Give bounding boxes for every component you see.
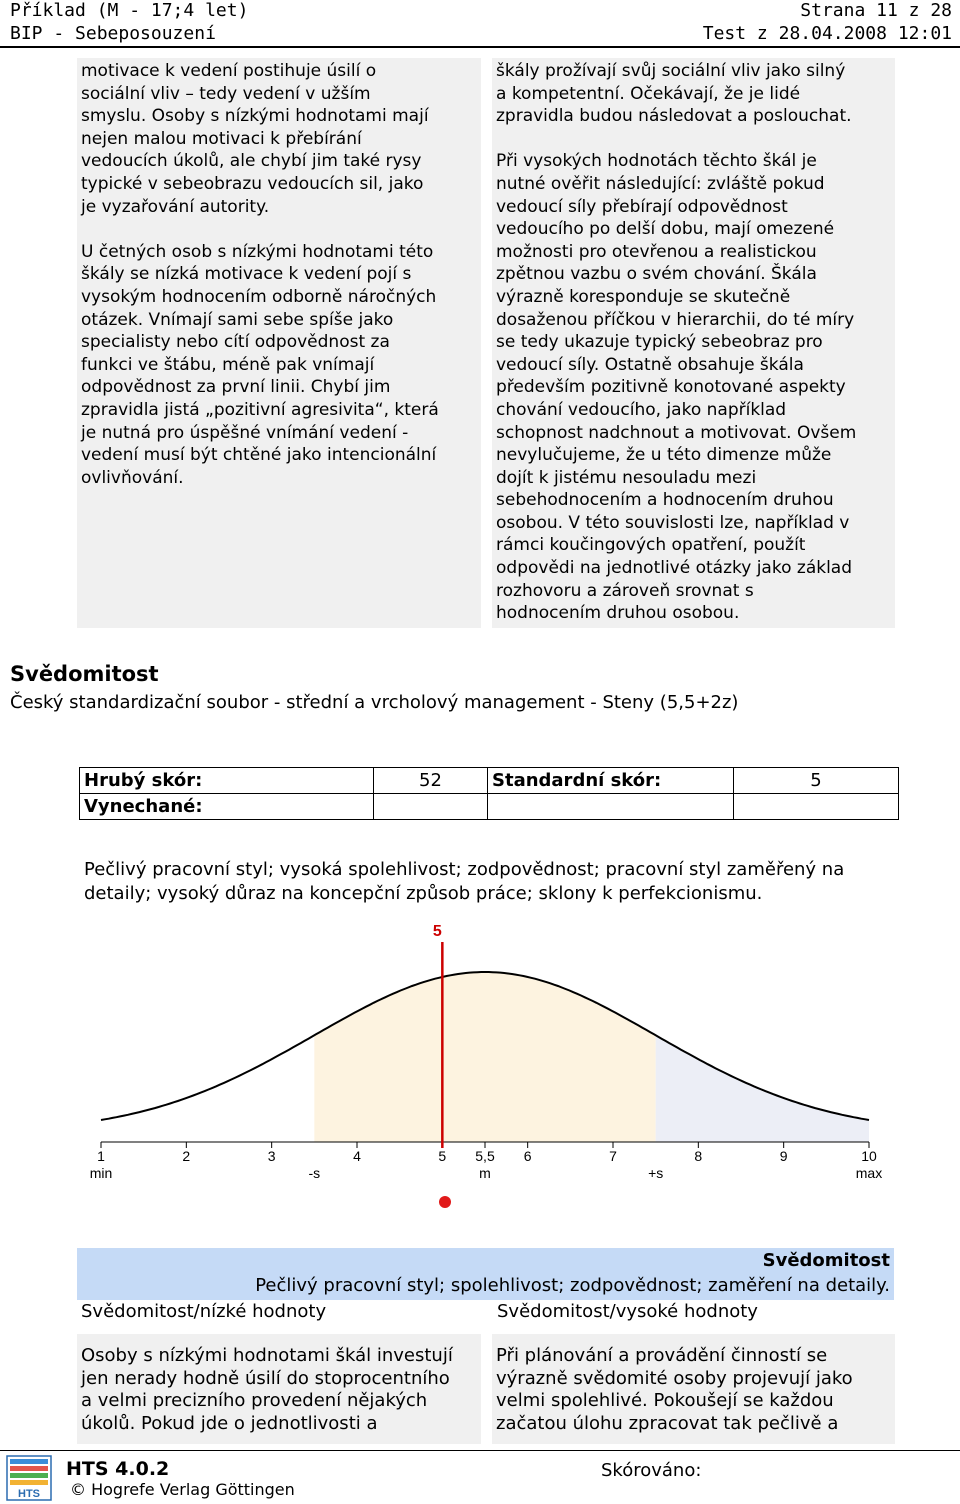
x-tick-label: 5	[438, 1148, 447, 1164]
x-tick-label: 6	[523, 1148, 532, 1164]
low-values-heading: Svědomitost/nízké hodnoty	[81, 1301, 327, 1322]
summary-title: Svědomitost	[762, 1250, 890, 1271]
x-tick-label: 8	[694, 1148, 703, 1164]
paragraph: motivace k vedení postihuje úsilí o sociální vliv – tedy vedení v užším smyslu. Osoby s nízkými hodnotami mají nejen malou motivaci k přebírání vedoucích úkolů, ale chybí jim také rysy typické v sebeobrazu vedoucích sil, jako je vyzařování autority.	[81, 61, 429, 217]
result-dot-icon	[439, 1196, 451, 1208]
raw-score-value: 52	[374, 768, 488, 794]
empty-cell	[488, 794, 734, 820]
x-sub-label: max	[855, 1165, 883, 1181]
high-values-heading: Svědomitost/vysoké hodnoty	[497, 1301, 758, 1322]
copyright-text: © Hogrefe Verlag Göttingen	[70, 1480, 295, 1499]
empty-cell	[734, 794, 899, 820]
hts-logo-icon	[6, 1455, 52, 1501]
scored-label: Skórováno:	[601, 1460, 702, 1481]
section-subtitle: Český standardizační soubor - střední a vrcholový management - Steny (5,5+2z)	[10, 692, 739, 713]
summary-text: Pečlivý pracovní styl; spolehlivost; zodpovědnost; zaměření na detaily.	[255, 1275, 890, 1296]
high-values-text: Při plánování a provádění činností se výrazně svědomité osoby projevují jako velmi spolehlivé. Pokoušejí se každou začatou úlohu zpracovat tak pečlivě a	[496, 1345, 853, 1434]
x-tick-label: 1	[97, 1148, 105, 1164]
standard-score-value: 5	[734, 768, 899, 794]
raw-score-label: Hrubý skór:	[80, 768, 374, 794]
chart-band	[656, 1035, 869, 1142]
x-tick-label: 3	[267, 1148, 276, 1164]
scale-description: Pečlivý pracovní styl; vysoká spolehlivost; zodpovědnost; pracovní styl zaměřený na detaily; vysoký důraz na koncepční způsob práce; sklony k perfekcionismu.	[84, 859, 845, 904]
score-marker-label: 5	[432, 923, 442, 940]
header-test-date: Test z 28.04.2008 12:01	[702, 23, 952, 44]
x-sub-label: m	[479, 1165, 491, 1181]
footer-divider	[0, 1450, 960, 1451]
x-tick-label: 9	[779, 1148, 788, 1164]
x-tick-label: 4	[353, 1148, 361, 1164]
table-row	[80, 768, 899, 794]
x-tick-label: 5,5	[475, 1148, 495, 1164]
upper-right-column	[492, 58, 895, 628]
omitted-label: Vynechané:	[80, 794, 374, 820]
header-test-name: BIP - Sebeposouzení	[10, 23, 216, 44]
chart-band	[314, 972, 655, 1142]
omitted-value	[374, 794, 488, 820]
x-tick-label: 2	[182, 1148, 191, 1164]
high-values-box	[492, 1334, 895, 1444]
hts-version: HTS 4.0.2	[66, 1458, 170, 1480]
x-tick-label: 7	[609, 1148, 617, 1164]
x-sub-label: min	[89, 1165, 113, 1181]
table-row	[80, 794, 899, 820]
chart-band	[101, 1035, 314, 1142]
summary-banner	[77, 1248, 894, 1300]
paragraph: U četných osob s nízkými hodnotami této škály se nízká motivace k vedení pojí s vysokým hodnocením odborně náročných otázek. Vnímají sami sebe spíše jako specialisty nebo cítí odpovědnost za funkci ve štábu, méně pak vnímají odpovědnost za první linii. Chybí jim zpravidla jistá „pozitivní agresivita“, která je nutná pro úspěšné vnímání vedení - vedení musí být chtěné jako intencionální ovlivňování.	[81, 241, 439, 488]
x-sub-label: +s	[648, 1165, 664, 1181]
x-sub-label: -s	[308, 1165, 321, 1181]
paragraph: Při vysokých hodnotách těchto škál je nutné ověřit následující: zvláště pokud vedoucí síly přebírají odpovědnost vedoucího po delší dobu, mají omezené možnosti pro otevřenou a realistickou zpětnou vazbu o svém chování. Škála výrazně koresponduje se skutečně dosaženou příčkou v hierarchii, do té míry se tedy ukazuje typický sebeobraz pro vedoucí síly. Ostatně obsahuje škála především pozitivně konotované aspekty chování vedoucího, jako například schopnost nadchnout a motivovat. Ovšem nevylučujeme, že u této dimenze může dojít k jistému nesouladu mezi sebehodnocením a hodnocením druhou osobou. V této souvislosti lze, například v rámci koučingových opatření, použít odpovědi na jednotlivé otázky jako základ rozhovoru a zároveň srovnat s hodnocením druhou osobou.	[496, 151, 857, 624]
distribution-chart	[0, 912, 960, 1182]
low-values-text: Osoby s nízkými hodnotami škál investují jen nerady hodně úsilí do stoprocentního a velmi precizního provedení nějakých úkolů. Pokud jde o jednotlivosti a	[81, 1345, 453, 1434]
score-table	[79, 767, 899, 820]
paragraph: škály prožívají svůj sociální vliv jako silný a kompetentní. Očekávají, že je lidé zpravidla budou následovat a poslouchat.	[496, 61, 852, 127]
low-values-box	[77, 1334, 481, 1444]
logo-text: HTS	[18, 1488, 40, 1500]
header-example-label: Příklad (M - 17;4 let)	[10, 0, 249, 21]
header-page-number: Strana 11 z 28	[800, 0, 952, 21]
section-title: Svědomitost	[10, 662, 159, 686]
header-divider	[0, 46, 960, 48]
standard-score-label: Standardní skór:	[488, 768, 734, 794]
x-tick-label: 10	[861, 1148, 877, 1164]
upper-left-column	[77, 58, 481, 628]
